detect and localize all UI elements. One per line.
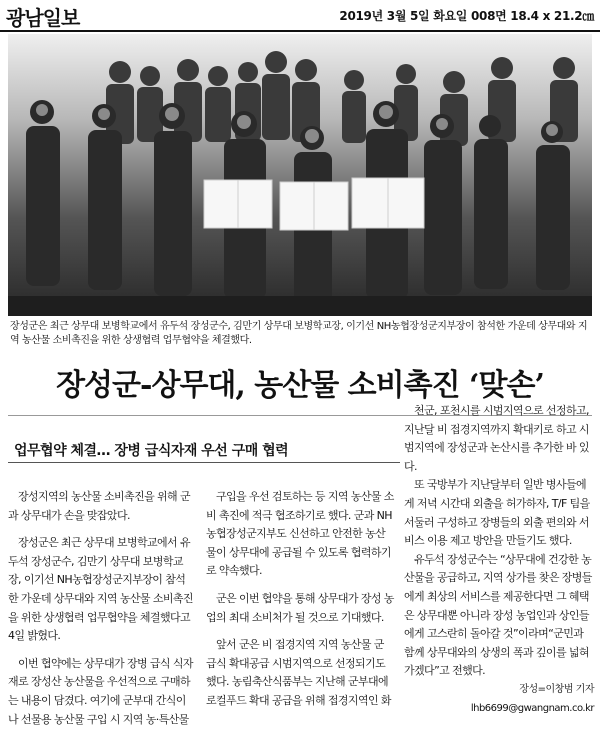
paragraph: 군은 이번 협약을 통해 상무대가 장성 농업의 최대 소비처가 될 것으로 기대했다. <box>206 591 394 624</box>
paragraph: 장성지역의 농산물 소비촉진을 위해 군과 상무대가 손을 맞잡았다. <box>8 490 191 522</box>
article-headline: 장성군-상무대, 농산물 소비촉진 ‘맞손’ <box>56 368 544 403</box>
masthead <box>0 0 600 30</box>
article-column-2 <box>206 488 394 711</box>
paragraph: 앞서 군은 비 접경지역 지역 농산물 군 급식 확대공급 시범지역으로 선정되기도 했다. 농림축산식품부는 지난해 군부대에 로컬푸드 확대 공급을 위해 접경지역인 화 <box>206 638 391 707</box>
article-byline: 장성=이창범 기자 lhb6699@gwangnam.co.kr <box>470 683 594 714</box>
paragraph: 또 국방부가 지난달부터 일반 병사들에게 저녁 시간대 외출을 허가하자, T/F 팀을 서둘러 구성하고 장병들의 외출 편의와 서비스 이용 제고 방안을 만들기도 했다. <box>404 478 590 548</box>
paragraph: 유두석 장성군수는 “상무대에 건강한 농산물을 공급하고, 지역 상가를 찾은 장병들에게 최상의 서비스를 제공한다면 그 혜택은 상무대뿐 아니라 장성 농업인과 상인들에게 고스란히 돌아갈 것”이라며“군민과 함께 상무대와의 상생의 폭과 깊이를 넓혀가겠다”고 전했다. <box>404 552 592 678</box>
article-photo <box>8 34 592 316</box>
group-photo-illustration <box>8 34 592 316</box>
article-column-3 <box>404 402 594 718</box>
paragraph: 장성군은 최근 상무대 보병학교에서 유두석 장성군수, 김만기 상무대 보병학교장, 이기선 NH농협장성군지부장이 참석한 가운데 상무대와 지역 농산물 소비촉진을 위한 상생협력 업무협약을 체결했다고 4일 밝혔다. <box>8 536 193 643</box>
newspaper-logo: 광남일보 <box>6 6 80 30</box>
article-subheadline: 업무협약 체결… 장병 급식자재 우선 구매 협력 <box>14 443 289 459</box>
subheadline-divider <box>8 462 400 463</box>
photo-caption: 장성군은 최근 상무대 보병학교에서 유두석 장성군수, 김만기 상무대 보병학교장, 이기선 NH농협장성군지부장이 참석한 가운데 상무대와 지역 농산물 소비촉진을 위한 상생협력 업무협약을 체결했다. <box>10 321 588 346</box>
paragraph: 천군, 포천시를 시범지역으로 선정하고, 지난달 비 접경지역까지 확대키로 하고 시범지역에 장성군과 논산시를 추가한 바 있다. <box>404 404 589 473</box>
paragraph: 이번 협약에는 상무대가 장병 급식 식자재로 장성산 농산물을 우선적으로 구매하는 내용이 담겼다. 여기에 군부대 간식이나 선물용 농산물 구입 시 지역 농·특산물 <box>8 656 193 726</box>
masthead-divider <box>0 30 600 32</box>
issue-dateline: 2019년 3월 5일 화요일 008면 18.4 x 21.2㎝ <box>339 9 594 23</box>
paragraph: 구입을 우선 검토하는 등 지역 농산물 소비 촉진에 적극 협조하기로 했다. 군과 NH농협장성군지부도 신선하고 안전한 농산물이 상무대에 공급될 수 있도록 협력하기로 약속했다. <box>206 490 394 578</box>
article-column-1 <box>8 488 193 729</box>
